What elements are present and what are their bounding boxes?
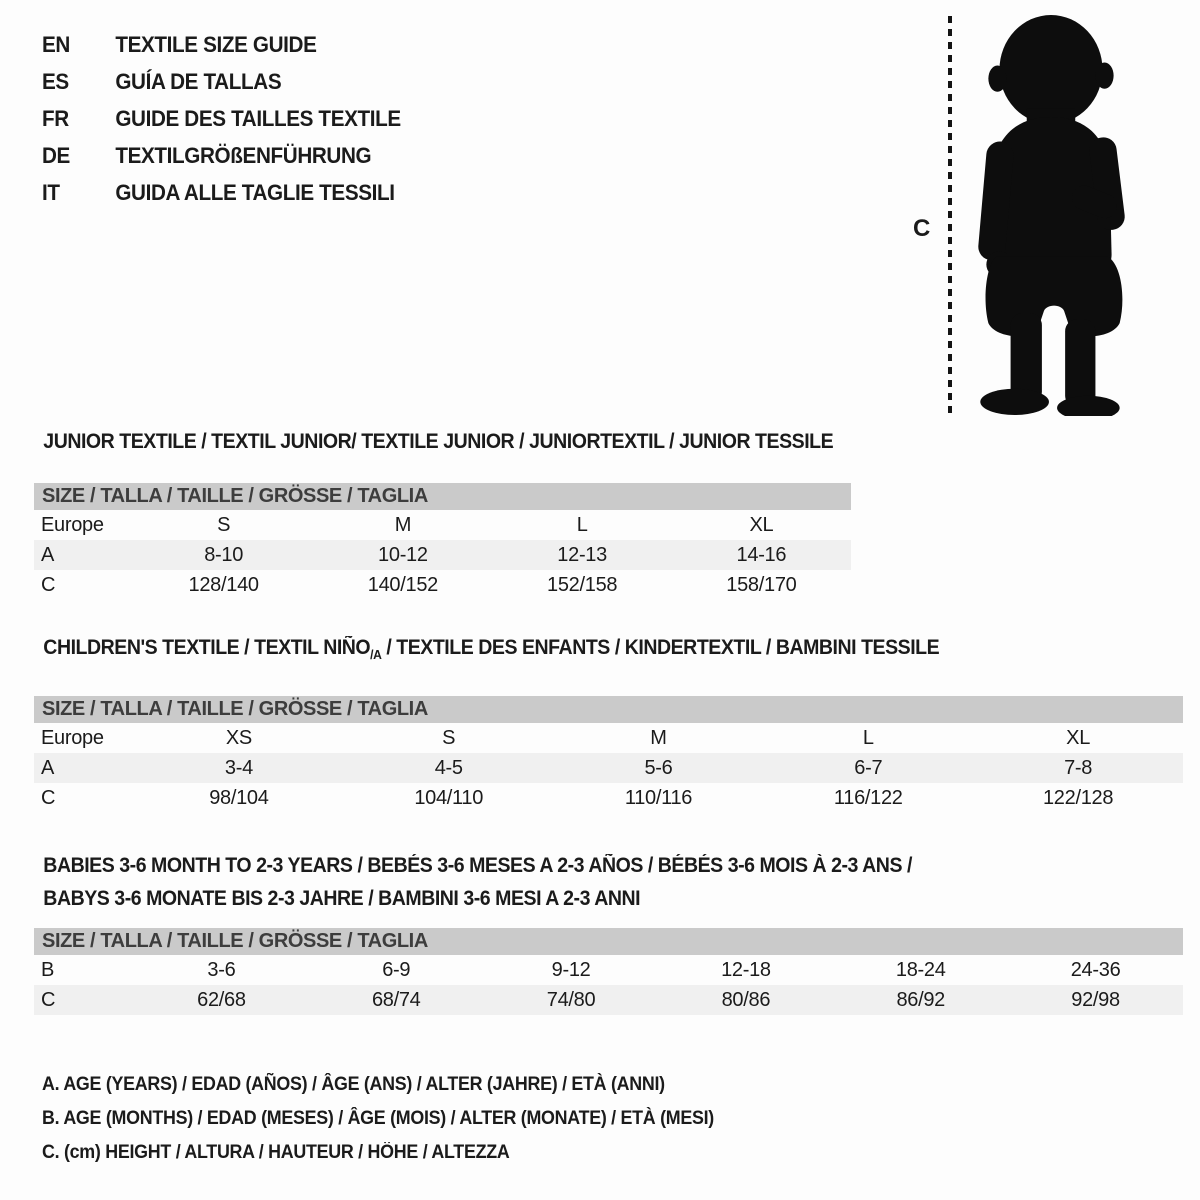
size-header-bar: SIZE / TALLA / TAILLE / GRÖSSE / TAGLIA xyxy=(34,696,1183,723)
size-value-cell: 12-13 xyxy=(557,543,607,566)
row-label: A xyxy=(41,756,55,779)
row-label: B xyxy=(41,958,55,981)
size-value-cell: XL xyxy=(1066,726,1091,749)
size-value-cell: 6-7 xyxy=(854,756,883,779)
size-value-cell: 116/122 xyxy=(833,786,903,809)
language-row xyxy=(42,100,401,137)
size-value-cell: 3-4 xyxy=(224,756,253,779)
size-value-cell: 14-16 xyxy=(736,543,787,566)
section-title-line: BABYS 3-6 MONATE BIS 2-3 JAHRE / BAMBINI 3-6 MESI A 2-3 ANNI xyxy=(43,887,641,910)
size-value-cell: 140/152 xyxy=(367,573,438,596)
language-code: ES xyxy=(42,69,69,94)
size-value-cell: 8-10 xyxy=(204,543,244,566)
junior-size-table xyxy=(34,510,851,600)
size-header-bar: SIZE / TALLA / TAILLE / GRÖSSE / TAGLIA xyxy=(34,928,1183,955)
table-row xyxy=(34,955,1183,985)
size-value-cell: 7-8 xyxy=(1064,756,1093,779)
table-row xyxy=(34,510,851,540)
language-code: EN xyxy=(42,32,70,57)
legend-line-b: B. AGE (MONTHS) / EDAD (MESES) / ÂGE (MOIS) / ALTER (MONATE) / ETÀ (MESI) xyxy=(42,1108,714,1129)
size-value-cell: M xyxy=(394,513,412,536)
section-title-text: CHILDREN'S TEXTILE / TEXTIL NIÑO xyxy=(43,636,371,659)
size-value-cell: 86/92 xyxy=(896,988,945,1011)
size-value-cell: L xyxy=(576,513,588,536)
size-value-cell: 92/98 xyxy=(1071,988,1120,1011)
language-row xyxy=(42,26,401,63)
children-size-table xyxy=(34,723,1183,813)
size-value-cell: 128/140 xyxy=(188,573,259,596)
language-row xyxy=(42,174,401,211)
legend-line-c: C. (cm) HEIGHT / ALTURA / HAUTEUR / HÖHE / ALTEZZA xyxy=(42,1142,510,1163)
size-value-cell: 104/110 xyxy=(414,786,484,809)
children-textile-section xyxy=(34,636,1183,813)
table-row xyxy=(34,985,1183,1015)
size-value-cell: 10-12 xyxy=(378,543,428,566)
height-measure-label: C xyxy=(913,215,931,242)
legend-line-a: A. AGE (YEARS) / EDAD (AÑOS) / ÂGE (ANS) / ALTER (JAHRE) / ETÀ (ANNI) xyxy=(42,1074,665,1095)
language-code: DE xyxy=(42,143,70,168)
size-value-cell: 158/170 xyxy=(726,573,797,596)
size-value-cell: 4-5 xyxy=(434,756,463,779)
language-title: TEXTILGRÖßENFÜHRUNG xyxy=(115,143,372,168)
toddler-silhouette-image xyxy=(966,12,1138,416)
size-header-bar: SIZE / TALLA / TAILLE / GRÖSSE / TAGLIA xyxy=(34,483,851,510)
size-value-cell: 62/68 xyxy=(197,988,246,1011)
size-value-cell: 80/86 xyxy=(721,988,771,1011)
language-row xyxy=(42,137,401,174)
babies-size-table xyxy=(34,955,1183,1015)
size-value-cell: 12-18 xyxy=(721,958,771,981)
language-title: GUIDE DES TAILLES TEXTILE xyxy=(115,106,401,131)
section-title-text: / TEXTILE DES ENFANTS / KINDERTEXTIL / BAMBINI TESSILE xyxy=(381,636,940,659)
size-value-cell: 18-24 xyxy=(895,958,946,981)
table-row xyxy=(34,783,1183,813)
size-value-cell: 5-6 xyxy=(644,756,673,779)
table-row xyxy=(34,753,1183,783)
language-title: GUÍA DE TALLAS xyxy=(115,69,282,94)
junior-textile-section xyxy=(34,430,851,600)
language-code: FR xyxy=(42,106,69,131)
language-title-block xyxy=(42,26,424,211)
size-value-cell: 24-36 xyxy=(1070,958,1121,981)
row-label: Europe xyxy=(41,726,104,749)
section-title xyxy=(34,636,1103,667)
language-code: IT xyxy=(42,180,60,205)
table-row xyxy=(34,570,851,600)
row-label: Europe xyxy=(41,513,104,536)
size-value-cell: 68/74 xyxy=(371,988,421,1011)
size-value-cell: M xyxy=(650,726,667,749)
size-value-cell: XS xyxy=(225,726,252,749)
size-value-cell: 152/158 xyxy=(547,573,618,596)
section-title-subscript: /A xyxy=(370,647,382,663)
size-value-cell: S xyxy=(442,726,456,749)
language-title: GUIDA ALLE TAGLIE TESSILI xyxy=(115,180,395,205)
section-title-line: BABIES 3-6 MONTH TO 2-3 YEARS / BEBÉS 3-6 MESES A 2-3 AÑOS / BÉBÉS 3-6 MOIS À 2-3 ANS / xyxy=(43,854,912,877)
size-value-cell: 122/128 xyxy=(1042,786,1114,809)
row-label: C xyxy=(41,988,56,1011)
size-value-cell: 74/80 xyxy=(546,988,596,1011)
size-value-cell: 6-9 xyxy=(382,958,411,981)
measurement-legend xyxy=(42,1068,757,1170)
size-value-cell: 110/116 xyxy=(624,786,693,809)
table-row xyxy=(34,540,851,570)
size-value-cell: L xyxy=(862,726,874,749)
height-measure-dashed-line xyxy=(948,16,952,416)
size-value-cell: 98/104 xyxy=(209,786,269,809)
babies-textile-section xyxy=(34,849,1183,1015)
size-value-cell: XL xyxy=(749,513,774,536)
row-label: A xyxy=(41,543,55,566)
size-value-cell: 9-12 xyxy=(551,958,591,981)
language-title: TEXTILE SIZE GUIDE xyxy=(115,32,317,57)
size-value-cell: S xyxy=(217,513,231,536)
size-value-cell: 3-6 xyxy=(207,958,236,981)
row-label: C xyxy=(41,786,56,809)
language-row xyxy=(42,63,401,100)
table-row xyxy=(34,723,1183,753)
row-label: C xyxy=(41,573,56,596)
section-title: JUNIOR TEXTILE / TEXTIL JUNIOR/ TEXTILE JUNIOR / JUNIORTEXTIL / JUNIOR TESSILE xyxy=(43,430,834,453)
